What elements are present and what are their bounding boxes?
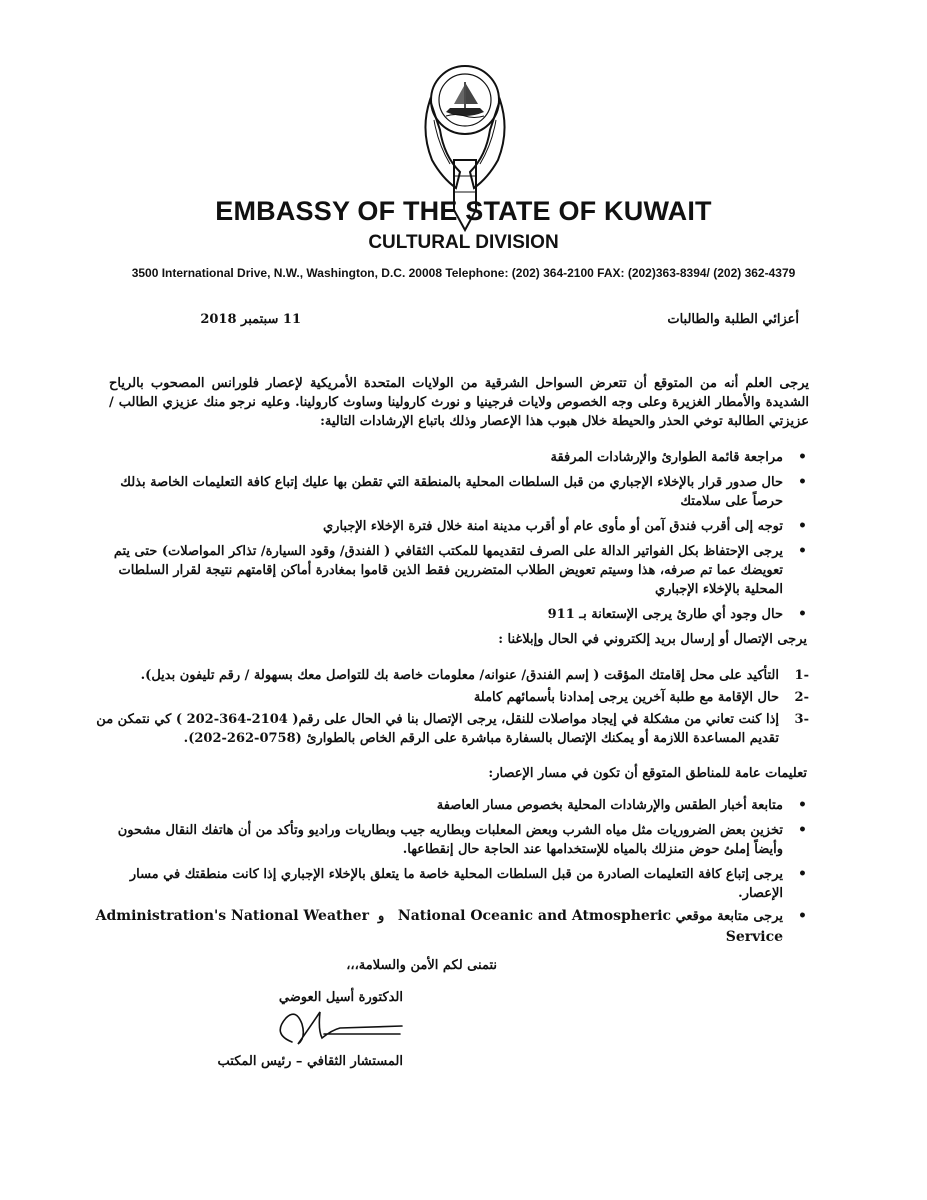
list-item: • مراجعة قائمة الطوارئ والإرشادات المرفقة	[93, 448, 783, 467]
website-name-part: Service	[725, 929, 783, 945]
list-item: • يرجى الإحتفاظ بكل الفواتير الدالة على الصرف لتقديمها للمكتب الثقافي ( الفندق/ وقود السيارة/ تذاكر المواصلات) حتى يتم تعويضك عما تم صرفه، هذا وسيتم تعويض الطلاب المتضررين فقط الذين قاموا بمغادرة أماكن إقامتهم نتيجة لقرار السلطات المحلية بالإخلاء الإجباري	[93, 542, 783, 599]
contact-heading: يرجى الإتصال أو إرسال بريد إلكتروني في الحال وإبلاغنا :	[498, 632, 807, 647]
general-list	[93, 796, 809, 909]
embassy-title: EMBASSY OF THE STATE OF KUWAIT	[215, 196, 712, 226]
signer-name: الدكتورة أسيل العوضي	[278, 990, 403, 1005]
general-heading: تعليمات عامة للمناطق المتوقع أن تكون في مسار الإعصار:	[488, 766, 807, 781]
letter-date: 11 سبتمبر 2018	[200, 312, 301, 327]
division-subtitle: CULTURAL DIVISION	[368, 232, 559, 253]
list-item: • يرجى إتباع كافة التعليمات الصادرة من قبل السلطات المحلية خاصة ما يتعلق بالإخلاء الإجباري إذا كانت منطقتك في مسار الإعصار.	[93, 865, 783, 903]
item-number: -3	[794, 712, 809, 727]
list-item: • متابعة أخبار الطقس والإرشادات المحلية بخصوص مسار العاصفة	[93, 796, 783, 815]
intro-paragraph: يرجى العلم أنه من المتوقع أن تتعرض السواحل الشرقية من الولايات المتحدة الأمريكية لإعصار فلورانس المصحوب بالرياح الشديدة والأمطار الغزيرة وعلى وجه الخصوص ولايات فرجينيا و نورث كارولينا وساوث كارولينا. وعليه نرجو منك عزيزي الطالب /عزيزتي الطالبة توخي الحذر والحيطة خلال هبوب هذا الإعصار وذلك باتباع الإرشادات التالية:	[109, 376, 809, 429]
website-name-part: National Oceanic and Atmospheric	[397, 908, 672, 924]
website-name-part: Administration's National Weather	[95, 908, 369, 924]
websites-item	[93, 906, 809, 948]
list-item	[89, 666, 809, 685]
salutation: أعزائي الطلبة والطالبات	[667, 312, 799, 327]
websites-prefix: يرجى متابعة موقعي	[675, 909, 783, 924]
list-item: • تخزين بعض الضروريات مثل مياه الشرب وبعض المعلبات وبطاريه جيب وبطاريات وراديو وتأكد من أن هاتفك النقال مشحون وأيضاً إملئ حوض منزلك بالمياه للإستخدامها عند الحاجة حال إنقطاعها.	[93, 821, 783, 859]
websites-conjunction: و	[378, 909, 385, 924]
item-number: -2	[794, 690, 809, 705]
instructions-list	[93, 448, 809, 630]
contact-list	[89, 666, 809, 751]
list-item: • حال وجود أي طارئ يرجى الإستعانة بـ 911	[93, 605, 783, 624]
handwritten-signature	[262, 1004, 412, 1054]
item-text: التأكيد على محل إقامتك المؤقت ( إسم الفندق/ عنوانه/ معلومات خاصة بك للتواصل معك بسهولة / رقم تليفون بديل).	[140, 668, 779, 683]
item-text: إذا كنت تعاني من مشكلة في إيجاد مواصلات للنقل، يرجى الإتصال بنا في الحال على رقم( 2104-364-202 ) كي نتمكن من تقديم المساعدة اللازمة أو يمكنك الإتصال بالسفارة مباشرة على الرقم الخاص بالطوارئ (0758-262-202).	[96, 712, 779, 746]
list-item: • حال صدور قرار بالإخلاء الإجباري من قبل السلطات المحلية بالمنطقة التي تقطن بها عليك إتباع كافة التعليمات الخاصة بذلك حرصاً على سلامتك	[93, 473, 783, 511]
list-item	[89, 688, 809, 707]
signer-title: المستشار الثقافي – رئيس المكتب	[217, 1054, 403, 1069]
list-item: • توجه إلى أقرب فندق آمن أو مأوى عام أو أقرب مدينة امنة خلال فترة الإخلاء الإجباري	[93, 517, 783, 536]
item-number: -1	[794, 668, 809, 683]
list-item	[89, 710, 809, 748]
item-text: حال الإقامة مع طلبة آخرين يرجى إمدادنا بأسمائهم كاملة	[473, 690, 779, 705]
closing-remark: نتمنى لكم الأمن والسلامة،،،	[346, 958, 497, 973]
bullet-icon: •	[798, 908, 807, 924]
embassy-address: 3500 International Drive, N.W., Washington, D.C. 20008 Telephone: (202) 364-2100 FAX: (202)363-8394/ (202) 362-4379	[131, 266, 796, 280]
